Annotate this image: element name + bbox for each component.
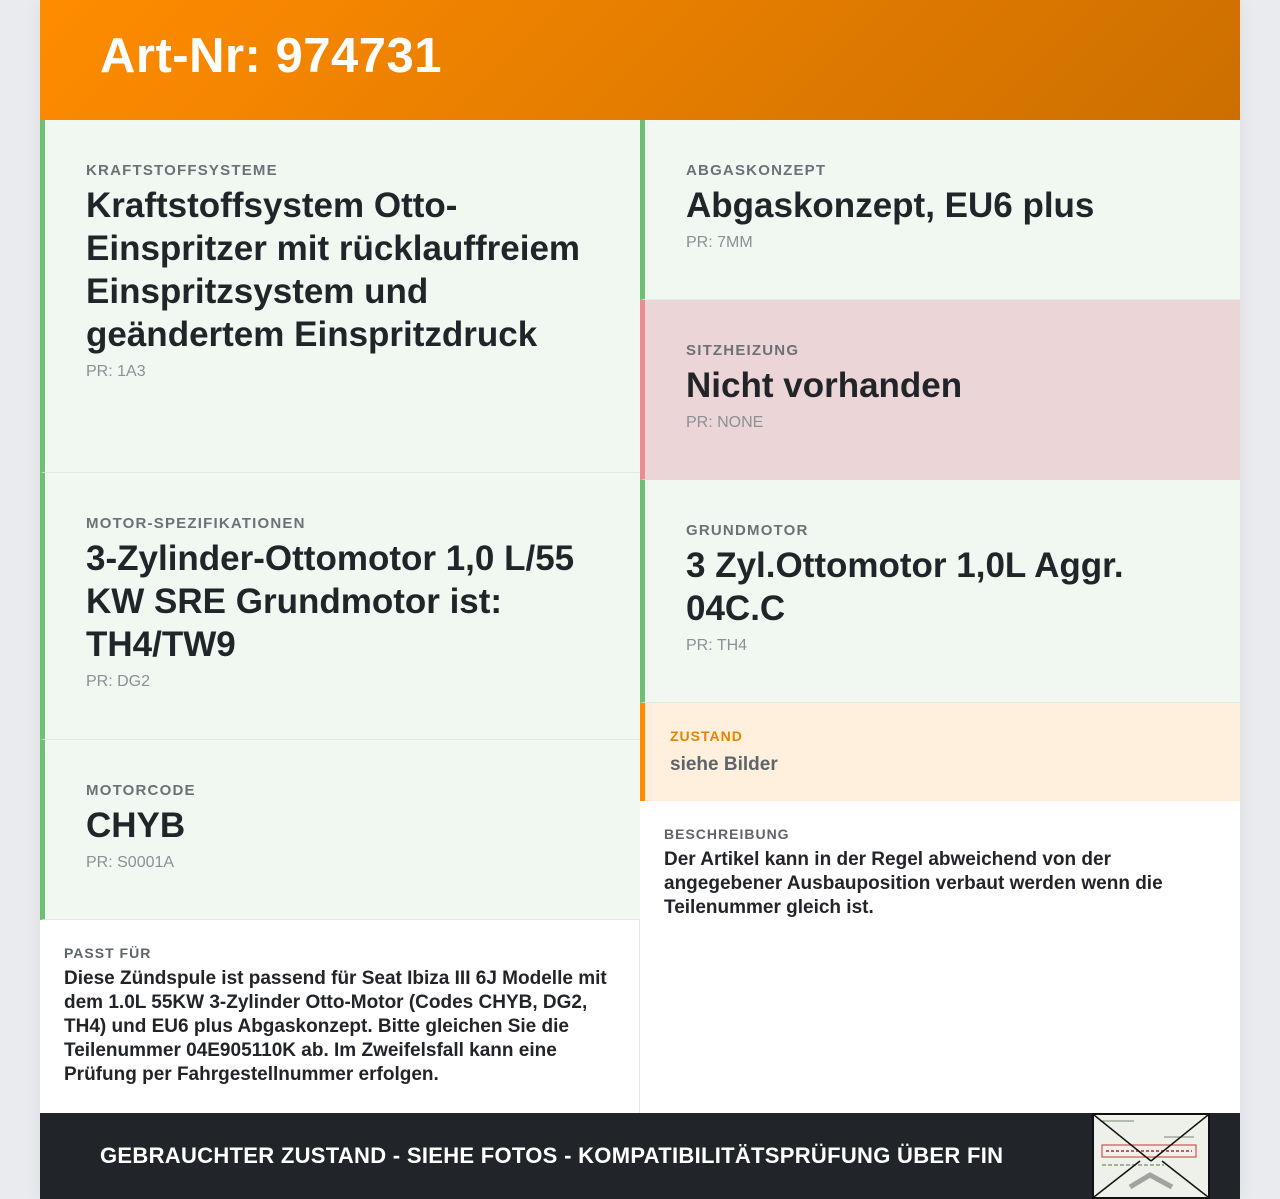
- emission-label: ABGASKONZEPT: [686, 162, 827, 179]
- base-engine-tile: [640, 480, 1240, 703]
- engine-code-value: CHYB: [86, 806, 186, 845]
- engine-code-tile: [40, 740, 640, 920]
- footer-banner: [40, 1113, 1240, 1199]
- description-section: [640, 801, 1240, 1113]
- engine-code-label: MOTORCODE: [86, 782, 196, 799]
- right-column: [640, 120, 1240, 1113]
- header: [40, 0, 1240, 120]
- fuel-system-tile: [40, 120, 640, 473]
- fits-section: [40, 920, 640, 1113]
- footer-banner-text: GEBRAUCHTER ZUSTAND - SIEHE FOTOS - KOMPATIBILITÄTSPRÜFUNG ÜBER FIN: [100, 1143, 1004, 1168]
- engine-spec-pr: PR: DG2: [86, 673, 151, 690]
- base-engine-pr: PR: TH4: [686, 637, 748, 654]
- engine-spec-label: MOTOR-SPEZIFIKATIONEN: [86, 515, 306, 532]
- fuel-system-label: KRAFTSTOFFSYSTEME: [86, 162, 278, 179]
- seat-heating-pr: PR: NONE: [686, 414, 764, 431]
- emission-value: Abgaskonzept, EU6 plus: [686, 186, 1095, 225]
- seat-heating-label: SITZHEIZUNG: [686, 342, 800, 359]
- fuel-system-pr: PR: 1A3: [86, 363, 146, 380]
- description-text: Der Artikel kann in der Regel abweichend von der angegebener Ausbauposition verbaut werden wenn die Teilenummer gleich ist.: [664, 849, 1163, 918]
- emission-pr: PR: 7MM: [686, 234, 753, 251]
- fits-text: Diese Zündspule ist passend für Seat Ibiza III 6J Modelle mit dem 1.0L 55KW 3-Zylinder Otto-Motor (Codes CHYB, DG2, TH4) und EU6 plus Abgaskonzept. Bitte gleichen Sie die Teilenummer 04E905110K ab. Im Zweifelsfall kann eine Prüfung per Fahrgestellnummer erfolgen.: [64, 968, 607, 1085]
- product-card: [40, 0, 1240, 1199]
- condition-label: ZUSTAND: [670, 728, 743, 744]
- base-engine-label: GRUNDMOTOR: [686, 522, 809, 539]
- engine-spec-value: 3-Zylinder-Ottomotor 1,0 L/55 KW SRE Grundmotor ist: TH4/TW9: [86, 539, 575, 664]
- fuel-system-value: Kraftstoffsystem Otto-Einspritzer mit rücklauffreiem Einspritzsystem und geändertem Einspritzdruck: [86, 186, 581, 354]
- emission-tile: [640, 120, 1240, 300]
- base-engine-value: 3 Zyl.Ottomotor 1,0L Aggr. 04C.C: [686, 546, 1124, 628]
- article-number-title: Art-Nr: 974731: [100, 29, 442, 83]
- condition-value: siehe Bilder: [670, 754, 778, 775]
- condition-box: [640, 703, 1240, 801]
- seat-heating-value: Nicht vorhanden: [686, 366, 963, 405]
- left-column: [40, 120, 640, 1113]
- seller-stamp-image: [1092, 1113, 1210, 1199]
- envelope-stamp-icon: [1094, 1115, 1208, 1197]
- engine-code-pr: PR: S0001A: [86, 854, 175, 871]
- description-label: BESCHREIBUNG: [664, 826, 790, 842]
- engine-spec-tile: [40, 473, 640, 740]
- fits-label: PASST FÜR: [64, 945, 152, 961]
- seat-heating-tile: [640, 300, 1240, 480]
- column-divider: [639, 919, 640, 1113]
